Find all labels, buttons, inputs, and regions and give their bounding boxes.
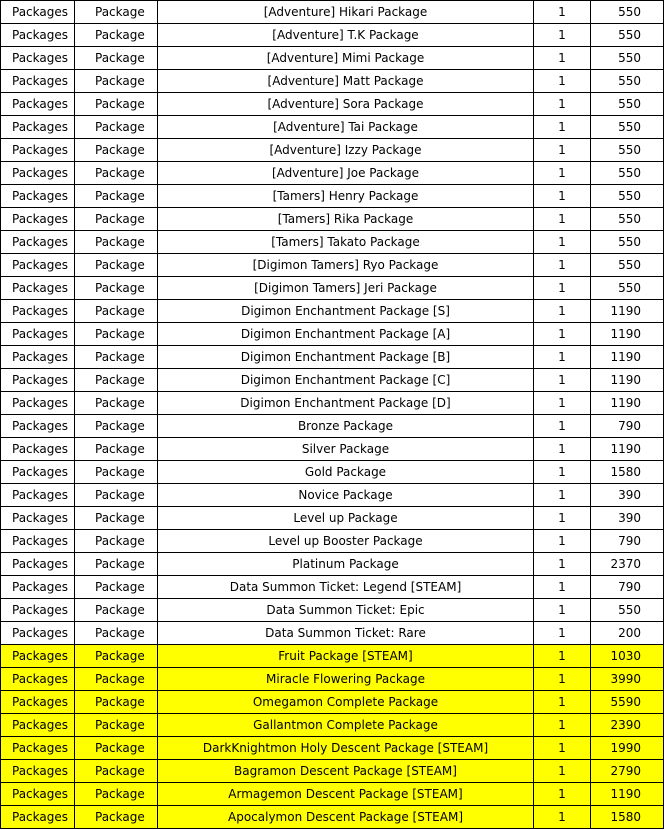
category-cell: Packages (1, 484, 75, 507)
quantity-cell: 1 (534, 760, 591, 783)
item-name-cell: Level up Booster Package (158, 530, 534, 553)
item-name-cell: Bronze Package (158, 415, 534, 438)
category-cell: Packages (1, 645, 75, 668)
quantity-cell: 1 (534, 93, 591, 116)
category-cell: Packages (1, 714, 75, 737)
price-cell: 550 (591, 162, 664, 185)
price-cell: 1190 (591, 783, 664, 806)
category-cell: Packages (1, 806, 75, 829)
table-row (1, 599, 664, 622)
price-cell: 550 (591, 93, 664, 116)
item-name-cell: Digimon Enchantment Package [A] (158, 323, 534, 346)
category-cell: Packages (1, 553, 75, 576)
item-name-cell: Armagemon Descent Package [STEAM] (158, 783, 534, 806)
quantity-cell: 1 (534, 484, 591, 507)
table-row (1, 369, 664, 392)
quantity-cell: 1 (534, 553, 591, 576)
category-cell: Packages (1, 622, 75, 645)
quantity-cell: 1 (534, 645, 591, 668)
price-cell: 550 (591, 277, 664, 300)
price-cell: 790 (591, 530, 664, 553)
table-row (1, 116, 664, 139)
category-cell: Packages (1, 47, 75, 70)
item-name-cell: Data Summon Ticket: Legend [STEAM] (158, 576, 534, 599)
category-cell: Packages (1, 116, 75, 139)
table-row (1, 47, 664, 70)
price-cell: 1190 (591, 300, 664, 323)
price-cell: 2790 (591, 760, 664, 783)
price-cell: 5590 (591, 691, 664, 714)
category-cell: Packages (1, 93, 75, 116)
category-cell: Packages (1, 162, 75, 185)
table-row (1, 231, 664, 254)
price-cell: 390 (591, 507, 664, 530)
item-name-cell: Silver Package (158, 438, 534, 461)
table-row-highlighted (1, 668, 664, 691)
type-cell: Package (75, 139, 158, 162)
price-cell: 550 (591, 24, 664, 47)
price-cell: 550 (591, 185, 664, 208)
item-name-cell: [Tamers] Rika Package (158, 208, 534, 231)
price-cell: 550 (591, 139, 664, 162)
quantity-cell: 1 (534, 392, 591, 415)
table-row-highlighted (1, 806, 664, 829)
item-name-cell: Digimon Enchantment Package [B] (158, 346, 534, 369)
type-cell: Package (75, 208, 158, 231)
table-row (1, 300, 664, 323)
type-cell: Package (75, 553, 158, 576)
quantity-cell: 1 (534, 47, 591, 70)
table-row (1, 438, 664, 461)
quantity-cell: 1 (534, 323, 591, 346)
type-cell: Package (75, 507, 158, 530)
item-name-cell: [Adventure] Matt Package (158, 70, 534, 93)
category-cell: Packages (1, 70, 75, 93)
quantity-cell: 1 (534, 691, 591, 714)
item-name-cell: [Tamers] Henry Package (158, 185, 534, 208)
table-row-highlighted (1, 691, 664, 714)
type-cell: Package (75, 438, 158, 461)
type-cell: Package (75, 1, 158, 24)
type-cell: Package (75, 760, 158, 783)
table-row (1, 553, 664, 576)
table-row (1, 70, 664, 93)
category-cell: Packages (1, 438, 75, 461)
price-cell: 790 (591, 576, 664, 599)
item-name-cell: Gallantmon Complete Package (158, 714, 534, 737)
category-cell: Packages (1, 415, 75, 438)
table-body (1, 1, 664, 829)
type-cell: Package (75, 346, 158, 369)
type-cell: Package (75, 622, 158, 645)
category-cell: Packages (1, 760, 75, 783)
price-cell: 550 (591, 599, 664, 622)
type-cell: Package (75, 185, 158, 208)
quantity-cell: 1 (534, 116, 591, 139)
type-cell: Package (75, 277, 158, 300)
price-cell: 550 (591, 254, 664, 277)
table-row-highlighted (1, 760, 664, 783)
item-name-cell: [Adventure] Sora Package (158, 93, 534, 116)
quantity-cell: 1 (534, 438, 591, 461)
price-cell: 550 (591, 116, 664, 139)
category-cell: Packages (1, 392, 75, 415)
category-cell: Packages (1, 369, 75, 392)
table-row (1, 254, 664, 277)
price-cell: 1580 (591, 806, 664, 829)
category-cell: Packages (1, 346, 75, 369)
category-cell: Packages (1, 323, 75, 346)
table-row (1, 415, 664, 438)
quantity-cell: 1 (534, 139, 591, 162)
category-cell: Packages (1, 208, 75, 231)
type-cell: Package (75, 24, 158, 47)
item-name-cell: Novice Package (158, 484, 534, 507)
price-cell: 550 (591, 208, 664, 231)
quantity-cell: 1 (534, 254, 591, 277)
table-row (1, 323, 664, 346)
type-cell: Package (75, 47, 158, 70)
item-name-cell: [Adventure] Izzy Package (158, 139, 534, 162)
table-row-highlighted (1, 645, 664, 668)
item-name-cell: [Adventure] Tai Package (158, 116, 534, 139)
quantity-cell: 1 (534, 300, 591, 323)
type-cell: Package (75, 691, 158, 714)
category-cell: Packages (1, 691, 75, 714)
type-cell: Package (75, 254, 158, 277)
quantity-cell: 1 (534, 162, 591, 185)
price-cell: 1190 (591, 323, 664, 346)
quantity-cell: 1 (534, 668, 591, 691)
item-name-cell: Digimon Enchantment Package [S] (158, 300, 534, 323)
quantity-cell: 1 (534, 346, 591, 369)
item-name-cell: [Adventure] Mimi Package (158, 47, 534, 70)
type-cell: Package (75, 70, 158, 93)
category-cell: Packages (1, 277, 75, 300)
type-cell: Package (75, 392, 158, 415)
type-cell: Package (75, 93, 158, 116)
quantity-cell: 1 (534, 24, 591, 47)
item-name-cell: Digimon Enchantment Package [D] (158, 392, 534, 415)
item-name-cell: [Adventure] Hikari Package (158, 1, 534, 24)
quantity-cell: 1 (534, 714, 591, 737)
category-cell: Packages (1, 530, 75, 553)
type-cell: Package (75, 461, 158, 484)
type-cell: Package (75, 323, 158, 346)
item-name-cell: Data Summon Ticket: Rare (158, 622, 534, 645)
type-cell: Package (75, 714, 158, 737)
quantity-cell: 1 (534, 783, 591, 806)
item-name-cell: Apocalymon Descent Package [STEAM] (158, 806, 534, 829)
table-row (1, 576, 664, 599)
item-name-cell: Digimon Enchantment Package [C] (158, 369, 534, 392)
price-cell: 390 (591, 484, 664, 507)
quantity-cell: 1 (534, 461, 591, 484)
category-cell: Packages (1, 1, 75, 24)
price-cell: 1190 (591, 438, 664, 461)
quantity-cell: 1 (534, 622, 591, 645)
quantity-cell: 1 (534, 530, 591, 553)
category-cell: Packages (1, 254, 75, 277)
quantity-cell: 1 (534, 1, 591, 24)
price-cell: 1990 (591, 737, 664, 760)
item-name-cell: Level up Package (158, 507, 534, 530)
table-row (1, 1, 664, 24)
type-cell: Package (75, 484, 158, 507)
table-row (1, 139, 664, 162)
table-row (1, 277, 664, 300)
category-cell: Packages (1, 24, 75, 47)
table-row (1, 392, 664, 415)
quantity-cell: 1 (534, 208, 591, 231)
item-name-cell: [Adventure] Joe Package (158, 162, 534, 185)
price-cell: 3990 (591, 668, 664, 691)
type-cell: Package (75, 806, 158, 829)
quantity-cell: 1 (534, 70, 591, 93)
quantity-cell: 1 (534, 277, 591, 300)
price-cell: 550 (591, 70, 664, 93)
category-cell: Packages (1, 599, 75, 622)
category-cell: Packages (1, 668, 75, 691)
type-cell: Package (75, 599, 158, 622)
item-name-cell: Data Summon Ticket: Epic (158, 599, 534, 622)
category-cell: Packages (1, 300, 75, 323)
table-row-highlighted (1, 737, 664, 760)
item-name-cell: [Tamers] Takato Package (158, 231, 534, 254)
table-row (1, 185, 664, 208)
type-cell: Package (75, 737, 158, 760)
category-cell: Packages (1, 185, 75, 208)
type-cell: Package (75, 668, 158, 691)
item-name-cell: Bagramon Descent Package [STEAM] (158, 760, 534, 783)
category-cell: Packages (1, 576, 75, 599)
table-row (1, 24, 664, 47)
category-cell: Packages (1, 737, 75, 760)
price-cell: 1190 (591, 369, 664, 392)
type-cell: Package (75, 530, 158, 553)
price-cell: 200 (591, 622, 664, 645)
price-cell: 1030 (591, 645, 664, 668)
item-name-cell: Fruit Package [STEAM] (158, 645, 534, 668)
item-name-cell: Omegamon Complete Package (158, 691, 534, 714)
table-row (1, 346, 664, 369)
type-cell: Package (75, 369, 158, 392)
price-cell: 550 (591, 231, 664, 254)
table-row (1, 461, 664, 484)
category-cell: Packages (1, 461, 75, 484)
quantity-cell: 1 (534, 369, 591, 392)
table-row (1, 507, 664, 530)
table-row (1, 484, 664, 507)
quantity-cell: 1 (534, 185, 591, 208)
type-cell: Package (75, 300, 158, 323)
quantity-cell: 1 (534, 415, 591, 438)
table-row-highlighted (1, 714, 664, 737)
price-cell: 1190 (591, 346, 664, 369)
category-cell: Packages (1, 783, 75, 806)
type-cell: Package (75, 162, 158, 185)
type-cell: Package (75, 116, 158, 139)
item-name-cell: Platinum Package (158, 553, 534, 576)
price-cell: 1190 (591, 392, 664, 415)
price-cell: 550 (591, 1, 664, 24)
table-row (1, 530, 664, 553)
table-row (1, 622, 664, 645)
quantity-cell: 1 (534, 231, 591, 254)
price-cell: 790 (591, 415, 664, 438)
item-name-cell: [Adventure] T.K Package (158, 24, 534, 47)
price-cell: 1580 (591, 461, 664, 484)
table-row-highlighted (1, 783, 664, 806)
item-name-cell: Gold Package (158, 461, 534, 484)
category-cell: Packages (1, 231, 75, 254)
item-name-cell: DarkKnightmon Holy Descent Package [STEAM] (158, 737, 534, 760)
price-cell: 2370 (591, 553, 664, 576)
price-cell: 2390 (591, 714, 664, 737)
price-cell: 550 (591, 47, 664, 70)
item-name-cell: Miracle Flowering Package (158, 668, 534, 691)
quantity-cell: 1 (534, 576, 591, 599)
type-cell: Package (75, 415, 158, 438)
quantity-cell: 1 (534, 599, 591, 622)
type-cell: Package (75, 231, 158, 254)
type-cell: Package (75, 645, 158, 668)
type-cell: Package (75, 576, 158, 599)
table-row (1, 162, 664, 185)
category-cell: Packages (1, 507, 75, 530)
item-name-cell: [Digimon Tamers] Ryo Package (158, 254, 534, 277)
quantity-cell: 1 (534, 737, 591, 760)
table-row (1, 208, 664, 231)
table-row (1, 93, 664, 116)
quantity-cell: 1 (534, 507, 591, 530)
quantity-cell: 1 (534, 806, 591, 829)
type-cell: Package (75, 783, 158, 806)
category-cell: Packages (1, 139, 75, 162)
item-name-cell: [Digimon Tamers] Jeri Package (158, 277, 534, 300)
